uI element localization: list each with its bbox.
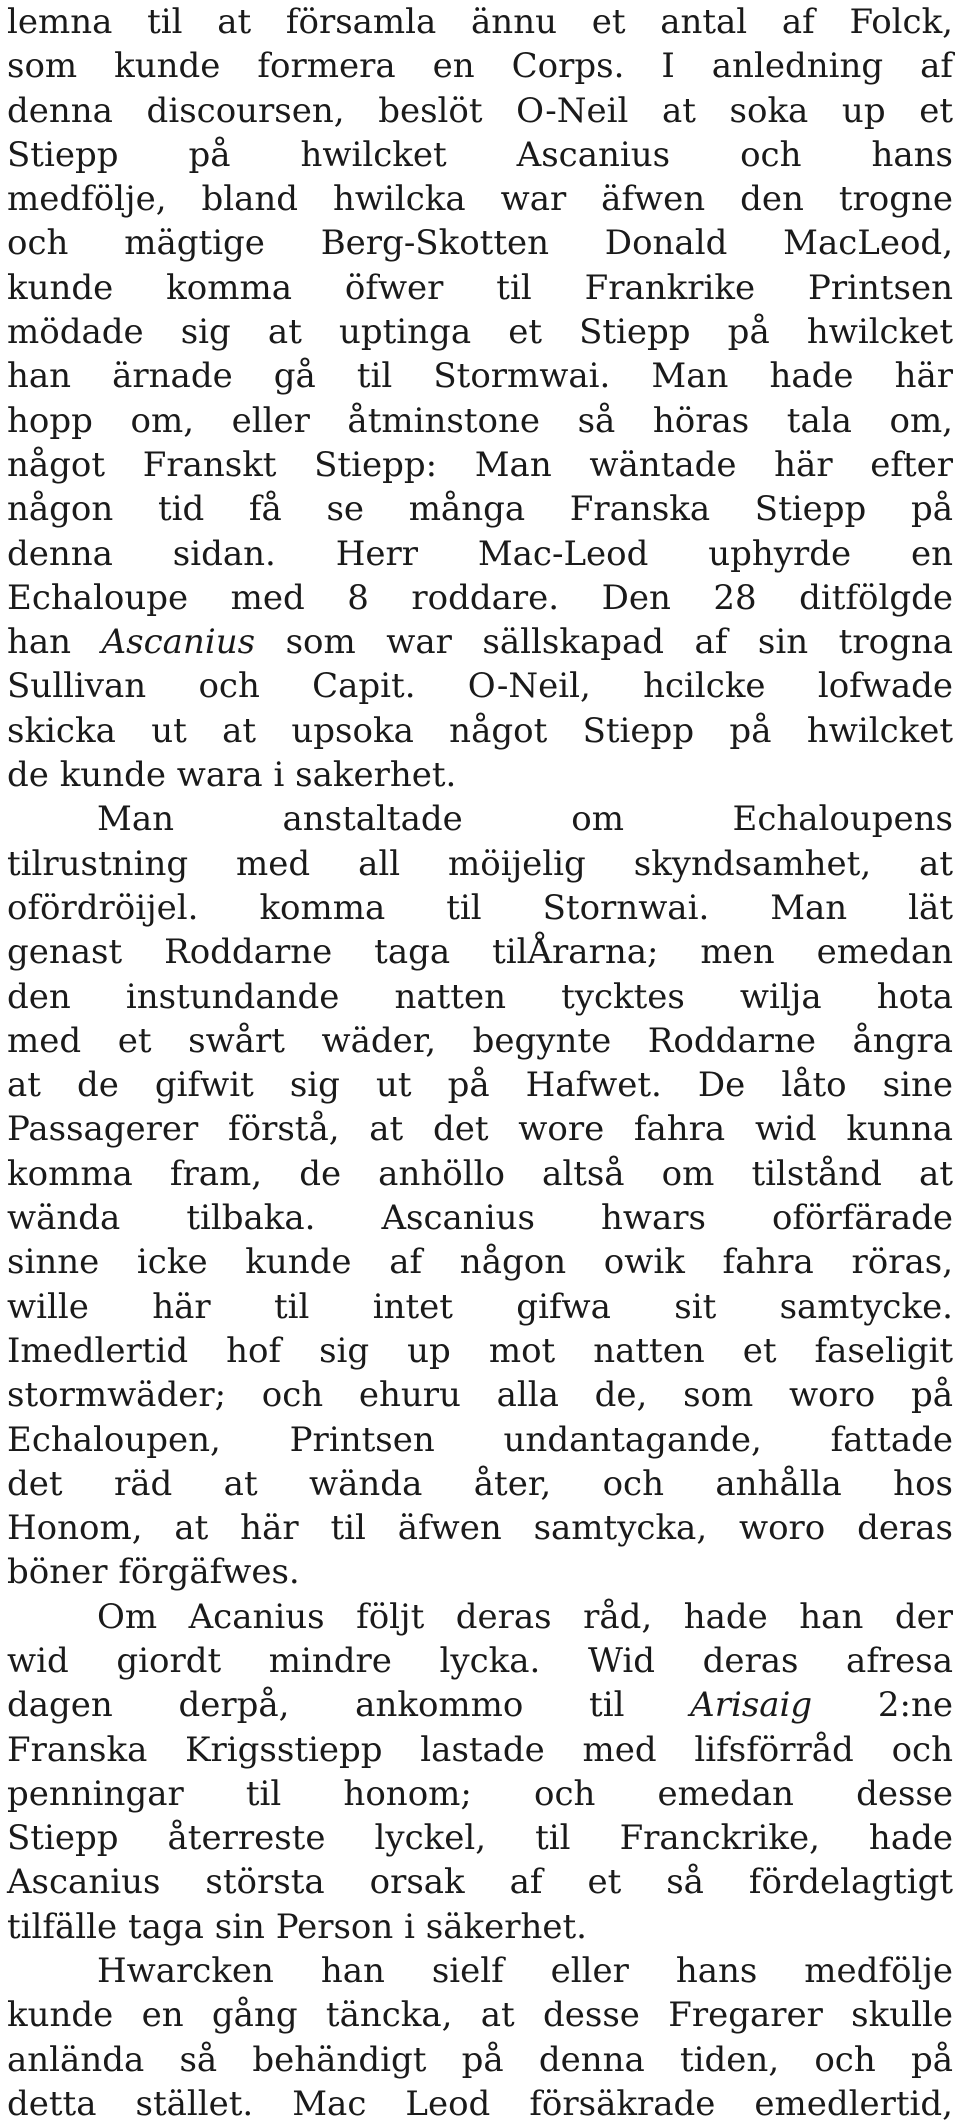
text-line: Stiepp på hwilcket Ascanius och hans — [7, 134, 953, 175]
text-line: Hwarcken han sielf eller hans medfölje — [97, 1951, 953, 1992]
text-line: med et swårt wäder, begynte Roddarne ångra — [7, 1020, 953, 1061]
text-line: hopp om, eller åtminstone så höras tala om, — [7, 400, 953, 441]
text-line: wille här til intet gifwa sit samtycke. — [7, 1286, 953, 1327]
text-line: mödade sig at uptinga et Stiepp på hwilcket — [7, 312, 953, 353]
text-line: skicka ut at upsoka något Stiepp på hwilcket — [7, 710, 953, 751]
text-line: han Ascanius som war sällskapad af sin trogna — [7, 622, 953, 663]
text-line: lemna til at församla ännu et antal af Folck, — [7, 2, 953, 42]
text-line: wid giordt mindre lycka. Wid deras afresa — [7, 1640, 953, 1681]
text-line: Ascanius största orsak af et så fördelagtigt — [7, 1862, 953, 1903]
text-line: Stiepp återreste lyckel, til Franckrike, hade — [7, 1818, 953, 1859]
text-line: stormwäder; och ehuru alla de, som woro på — [7, 1375, 953, 1416]
text-line: något Franskt Stiepp: Man wäntade här efter — [7, 444, 953, 485]
text-line: Echaloupen, Printsen undantagande, fattade — [7, 1419, 953, 1460]
text-line: tilrustning med all möijelig skyndsamhet, at — [7, 843, 953, 884]
text-line: som kunde formera en Corps. I anledning af — [7, 46, 953, 87]
text-line: tilfälle taga sin Person i säkerhet. — [7, 1906, 587, 1947]
text-line: Passagerer förstå, at det wore fahra wid kunna — [7, 1109, 953, 1150]
text-line: böner förgäfwes. — [7, 1552, 300, 1593]
text-line: Imedlertid hof sig up mot natten et faseligit — [7, 1330, 953, 1371]
text-line: kunde komma öfwer til Frankrike Printsen — [7, 267, 953, 308]
text-line: anlända så behändigt på denna tiden, och på — [7, 2039, 953, 2080]
text-line: ofördröijel. komma til Stornwai. Man lät — [7, 887, 953, 928]
text-line: penningar til honom; och emedan desse — [7, 1773, 953, 1814]
text-line: at de gifwit sig ut på Hafwet. De låto sine — [7, 1065, 953, 1106]
text-line: wända tilbaka. Ascanius hwars oförfärade — [7, 1198, 953, 1239]
text-line: den instundande natten tycktes wilja hota — [7, 976, 953, 1017]
text-line: Man anstaltade om Echaloupens — [97, 799, 953, 840]
text-line: komma fram, de anhöllo altså om tilstånd at — [7, 1153, 953, 1194]
text-line: Sullivan och Capit. O-Neil, hcilcke lofwade — [7, 666, 953, 707]
text-line: denna sidan. Herr Mac-Leod uphyrde en — [7, 533, 953, 574]
text-line: han ärnade gå til Stormwai. Man hade här — [7, 356, 953, 397]
text-line: genast Roddarne taga tilÅrarna; men emedan — [7, 932, 953, 973]
text-line: sinne icke kunde af någon owik fahra röras, — [7, 1242, 953, 1283]
text-line: denna discoursen, beslöt O-Neil at soka up et — [7, 90, 953, 131]
text-line: dagen derpå, ankommo til Arisaig 2:ne — [7, 1685, 953, 1726]
text-line: och mägtige Berg-Skotten Donald MacLeod, — [7, 223, 953, 264]
text-line: Om Acanius följt deras råd, hade han der — [97, 1596, 953, 1637]
text-line: medfölje, bland hwilcka war äfwen den trogne — [7, 179, 953, 220]
text-line: Franska Krigsstiepp lastade med lifsförråd och — [7, 1729, 953, 1770]
text-line: kunde en gång täncka, at desse Fregarer skulle — [7, 1995, 953, 2036]
text-line: det räd at wända åter, och anhålla hos — [7, 1463, 953, 1504]
text-line: detta stället. Mac Leod försäkrade emedlertid, — [7, 2083, 953, 2124]
text-line: Honom, at här til äfwen samtycka, woro deras — [7, 1508, 953, 1549]
text-line: någon tid få se många Franska Stiepp på — [7, 489, 953, 530]
text-line: Echaloupe med 8 roddare. Den 28 ditfölgde — [7, 577, 953, 618]
text-line: de kunde wara i sakerhet. — [7, 755, 457, 796]
